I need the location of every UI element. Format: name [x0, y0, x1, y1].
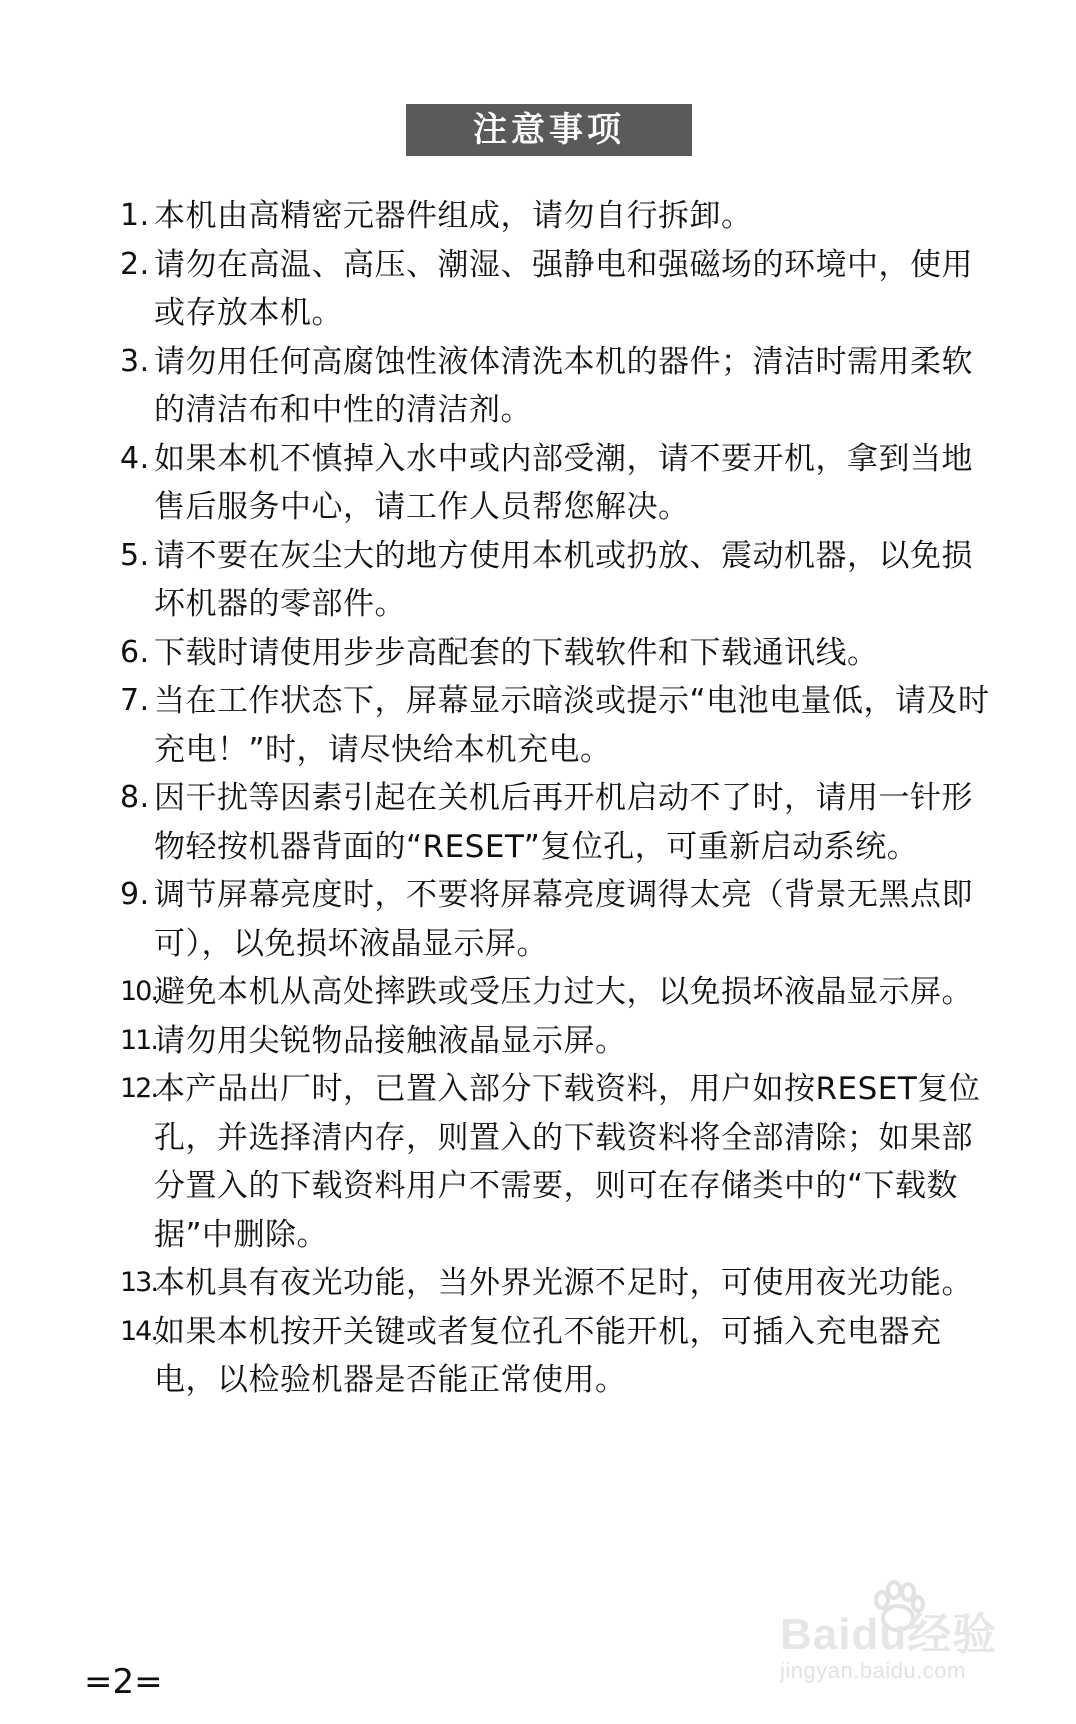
note-number: 10.	[120, 976, 157, 1007]
note-item	[120, 241, 1000, 338]
note-number: 8.	[120, 780, 150, 815]
note-item	[120, 1259, 1000, 1308]
note-number: 9.	[120, 877, 150, 912]
note-number: 13.	[120, 1267, 157, 1298]
note-item	[120, 968, 1000, 1017]
note-text: 请勿在高温、高压、潮湿、强静电和强磁场的环境中，使用或存放本机。	[154, 246, 973, 331]
note-item	[120, 1308, 1000, 1405]
page-number: =2=	[84, 1662, 163, 1702]
note-item	[120, 532, 1000, 629]
note-text: 请勿用尖锐物品接触液晶显示屏。	[154, 1022, 627, 1059]
note-number: 2.	[120, 246, 150, 282]
notes-list	[120, 192, 1000, 1405]
note-number: 7.	[120, 683, 150, 718]
note-text: 调节屏幕亮度时，不要将屏幕亮度调得太亮（背景无黑点即可），以免损坏液晶显示屏。	[154, 877, 973, 962]
note-text: 如果本机按开关键或者复位孔不能开机，可插入充电器充电，以检验机器是否能正常使用。	[154, 1313, 942, 1398]
note-number: 14.	[120, 1315, 157, 1347]
note-item	[120, 871, 1000, 968]
note-number: 5.	[120, 537, 150, 573]
note-text: 本机具有夜光功能，当外界光源不足时，可使用夜光功能。	[154, 1265, 973, 1301]
note-item	[120, 435, 1000, 532]
note-text: 请勿用任何高腐蚀性液体清洗本机的器件；清洁时需用柔软的清洁布和中性的清洁剂。	[154, 343, 973, 428]
note-item	[120, 677, 1000, 774]
note-item	[120, 629, 1000, 678]
note-text: 下载时请使用步步高配套的下载软件和下载通讯线。	[154, 634, 879, 671]
baidu-watermark	[780, 1580, 1030, 1690]
note-text: 如果本机不慎掉入水中或内部受潮，请不要开机，拿到当地售后服务中心，请工作人员帮您解决。	[154, 440, 973, 525]
note-text: 避免本机从高处摔跌或受压力过大，以免损坏液晶显示屏。	[154, 974, 973, 1010]
note-text: 因干扰等因素引起在关机后再开机启动不了时，请用一针形物轻按机器背面的“RESET”复位孔，可重新启动系统。	[154, 780, 973, 865]
note-number: 12.	[120, 1073, 157, 1104]
note-text: 本产品出厂时，已置入部分下载资料，用户如按RESET复位孔，并选择清内存，则置入的下载资料将全部清除；如果部分置入的下载资料用户不需要，则可在存储类中的“下载数据”中删除。	[154, 1071, 981, 1253]
note-text: 本机由高精密元器件组成，请勿自行拆卸。	[154, 198, 753, 234]
watermark-logo: Baidu经验	[780, 1610, 998, 1659]
note-item	[120, 338, 1000, 435]
note-number: 1.	[120, 198, 150, 233]
note-item	[120, 774, 1000, 871]
note-number: 3.	[120, 343, 150, 379]
note-number: 4.	[120, 440, 150, 476]
note-number: 6.	[120, 634, 150, 670]
note-item	[120, 192, 1000, 241]
note-item	[120, 1065, 1000, 1259]
note-number: 11.	[120, 1024, 157, 1056]
note-text: 当在工作状态下，屏幕显示暗淡或提示“电池电量低，请及时充电！”时，请尽快给本机充电。	[154, 683, 990, 768]
note-text: 请不要在灰尘大的地方使用本机或扔放、震动机器，以免损坏机器的零部件。	[154, 537, 973, 622]
watermark-url: jingyan.baidu.com	[780, 1658, 966, 1683]
section-title: 注意事项	[406, 104, 692, 156]
note-item	[120, 1017, 1000, 1066]
